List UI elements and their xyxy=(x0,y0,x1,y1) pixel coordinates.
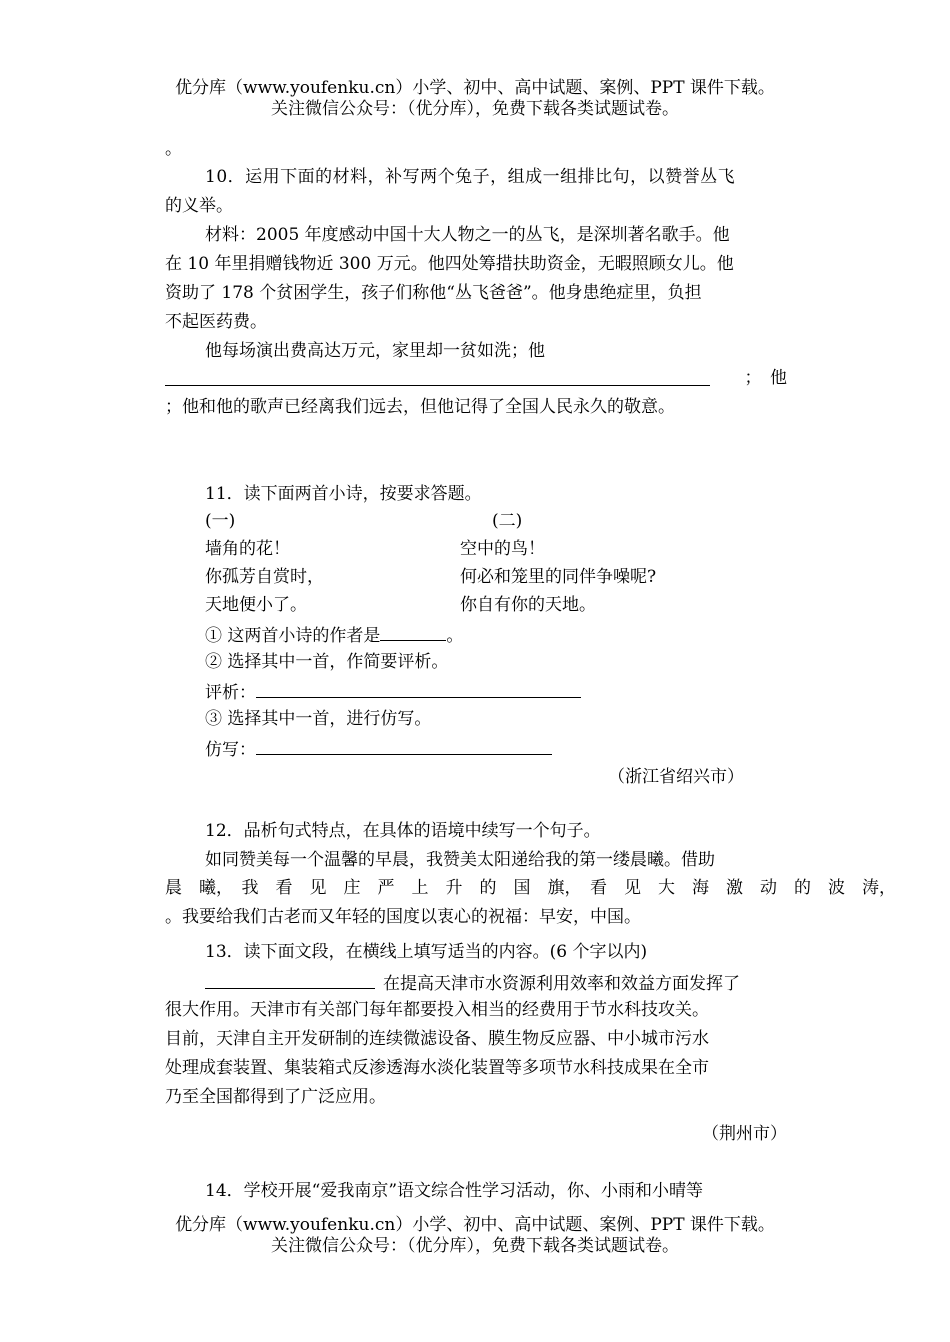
q10-answer-start: 他每场演出费高达万元，家里却一贫如洗；他 xyxy=(205,341,545,361)
q13-text-4: 处理成套装置、集装箱式反渗透海水淡化装置等多项节水科技成果在全市 xyxy=(165,1058,709,1078)
poem1-line: 墙角的花！ xyxy=(205,539,290,559)
imitate-blank[interactable] xyxy=(256,736,552,755)
poem1-line: 你孤芳自赏时， xyxy=(205,567,324,587)
q12-title: 12．品析句式特点，在具体的语境中续写一个句子。 xyxy=(205,821,601,841)
poem2-line: 何必和笼里的同伴争噪呢? xyxy=(460,567,657,587)
poem2-line: 空中的鸟！ xyxy=(460,539,545,559)
q12-text-3: 。我要给我们古老而又年轻的国度以衷心的祝福：早安，中国。 xyxy=(165,907,641,927)
review-blank[interactable] xyxy=(256,679,581,698)
footer-line-1: 优分库（www.youfenku.cn）小学、初中、高中试题、案例、PPT 课件下载。 xyxy=(175,1215,775,1235)
imitate-label: 仿写： xyxy=(205,740,256,760)
poem1-label: (一) xyxy=(205,511,236,531)
q10-material-4: 不起医药费。 xyxy=(165,312,267,332)
q13-source: （荆州市） xyxy=(702,1124,787,1144)
q10-material-2: 在 10 年里捐赠钱物近 300 万元。他四处筹措扶助资金，无暇照顾女儿。他 xyxy=(165,254,734,274)
q13-text-5: 乃至全国都得到了广泛应用。 xyxy=(165,1087,386,1107)
q11-item1-end: 。 xyxy=(446,626,464,646)
poem2-line: 你自有你的天地。 xyxy=(460,595,596,615)
footer-line-2: 关注微信公众号：（优分库），免费下载各类试题试卷。 xyxy=(271,1236,679,1256)
review-label: 评析： xyxy=(205,683,256,703)
q10-lead: 。 xyxy=(165,139,182,159)
q10-material: 材料：2005 年度感动中国十大人物之一的丛飞，是深圳著名歌手。他 xyxy=(205,225,730,245)
q13-text-2: 很大作用。天津市有关部门每年都要投入相当的经费用于节水科技攻关。 xyxy=(165,1000,709,1020)
q10-prompt: 10．运用下面的材料，补写两个兔子，组成一组排比句，以赞誉丛飞 xyxy=(205,167,736,187)
author-blank[interactable] xyxy=(380,622,446,641)
q13-text-3: 目前，天津自主开发研制的连续微滤设备、膜生物反应器、中小城市污水 xyxy=(165,1029,709,1049)
q14-text-1: 14．学校开展“爱我南京”语文综合性学习活动，你、小雨和小晴等 xyxy=(205,1181,704,1201)
header-line-2: 关注微信公众号：（优分库），免费下载各类试题试卷。 xyxy=(271,99,679,119)
q10-prompt-cont: 的义举。 xyxy=(165,196,233,216)
q10-answer-end: ；他和他的歌声已经离我们远去，但他记得了全国人民永久的敬意。 xyxy=(165,397,675,417)
header-line-1: 优分库（www.youfenku.cn）小学、初中、高中试题、案例、PPT 课件下载。 xyxy=(175,78,775,98)
poem2-label: (二) xyxy=(492,511,523,531)
q11-item2: ② 选择其中一首，作简要评析。 xyxy=(205,652,449,672)
q13-text-1: 在提高天津市水资源利用效率和效益方面发挥了 xyxy=(383,974,740,994)
q10-material-3: 资助了 178 个贫困学生，孩子们称他“丛飞爸爸”。他身患绝症里，负担 xyxy=(165,283,702,303)
poem1-line: 天地便小了。 xyxy=(205,595,307,615)
q11-item3: ③ 选择其中一首，进行仿写。 xyxy=(205,709,432,729)
q12-text-1: 如同赞美每一个温馨的早晨，我赞美太阳递给我的第一缕晨曦。借助 xyxy=(205,850,715,870)
q10-answer-mid: ； 他 xyxy=(744,368,787,388)
q11-title: 11．读下面两首小诗，按要求答题。 xyxy=(205,484,482,504)
q13-blank[interactable] xyxy=(205,970,375,989)
q11-source: （浙江省绍兴市） xyxy=(608,767,744,787)
q12-text-2: 晨 曦， 我 看 见 庄 严 上 升 的 国 旗， 看 见 大 海 激 动 的 波 涛， xyxy=(165,878,896,898)
q11-item1: ① 这两首小诗的作者是 xyxy=(205,626,381,646)
q13-title: 13．读下面文段，在横线上填写适当的内容。(6 个字以内) xyxy=(205,942,648,962)
q10-answer-blank-1[interactable] xyxy=(165,367,710,386)
